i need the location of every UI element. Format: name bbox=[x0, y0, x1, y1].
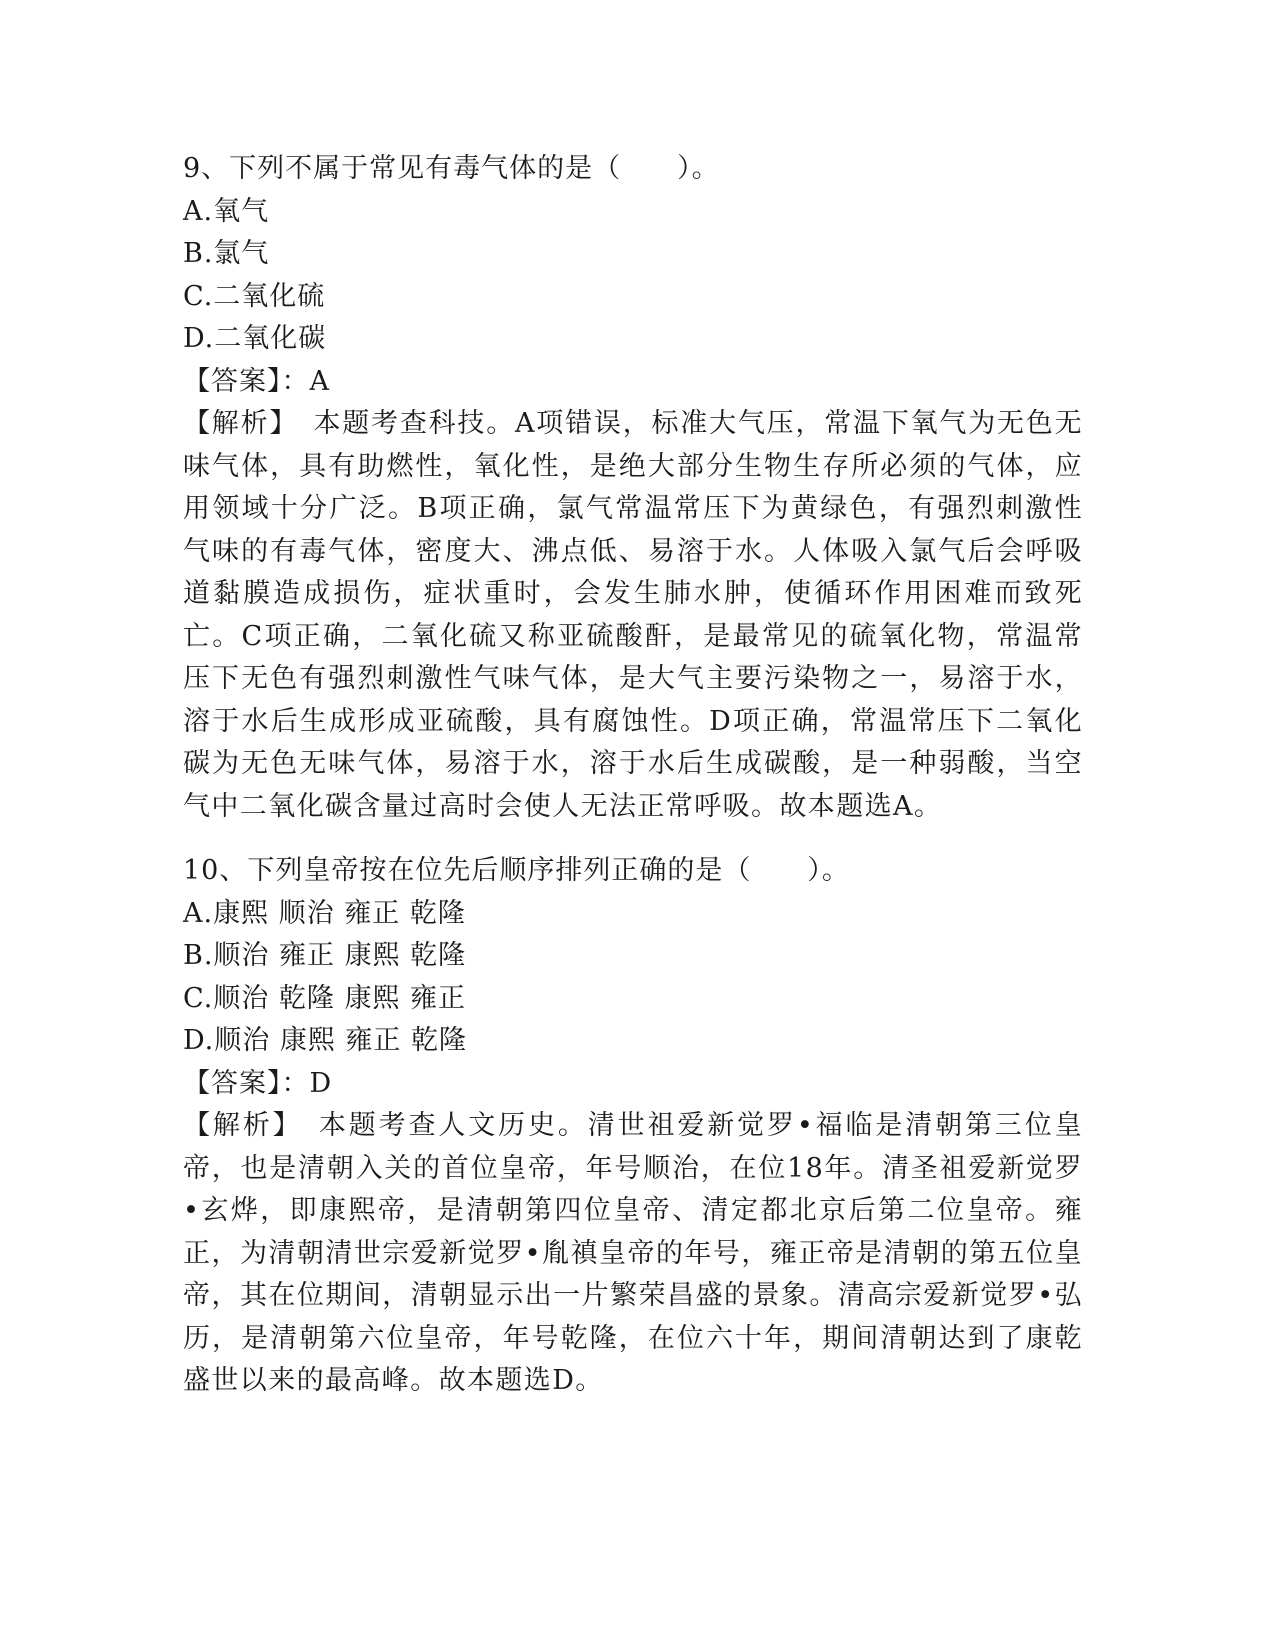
answer-label: 【答案】： bbox=[183, 365, 310, 397]
question-stem: 9、下列不属于常见有毒气体的是（ ）。 bbox=[183, 153, 720, 184]
option-a: A.康熙 顺治 雍正 乾隆 bbox=[183, 897, 466, 929]
analysis-text: 本题考查人文历史。清世祖爱新觉罗•福临是清朝第三位皇帝，也是清朝入关的首位皇帝，年号顺治，在位18年。清圣祖爱新觉罗•玄烨，即康熙帝，是清朝第四位皇帝、清定都北京后第二位皇帝。雍正，为清朝清世宗爱新觉罗•胤禛皇帝的年号，雍正帝是清朝的第五位皇帝，其在位期间，清朝显示出一片繁荣昌盛的景象。清高宗爱新觉罗•弘历，是清朝第六位皇帝，年号乾隆，在位六十年，期间清朝达到了康乾盛世以来的最高峰。故本题选D。 bbox=[183, 1110, 1084, 1396]
answer-line bbox=[183, 1063, 1083, 1106]
answer-label: 【答案】： bbox=[183, 1067, 310, 1099]
option-c: C.顺治 乾隆 康熙 雍正 bbox=[183, 982, 467, 1014]
analysis-label: 【解析】 bbox=[183, 408, 314, 439]
question-10 bbox=[183, 850, 1083, 1403]
option-b: B.顺治 雍正 康熙 乾隆 bbox=[183, 940, 467, 971]
document-page bbox=[183, 148, 1083, 1403]
option-c: C.二氧化硫 bbox=[183, 280, 326, 312]
analysis-paragraph bbox=[183, 1105, 1083, 1403]
option-a: A.氧气 bbox=[183, 195, 270, 227]
option-d: D.二氧化碳 bbox=[183, 323, 327, 354]
question-stem: 10、下列皇帝按在位先后顺序排列正确的是（ ）。 bbox=[183, 855, 850, 886]
analysis-label: 【解析】 bbox=[183, 1110, 319, 1141]
answer-line bbox=[183, 361, 1083, 404]
answer-value: A bbox=[309, 365, 330, 397]
answer-value: D bbox=[309, 1067, 333, 1099]
analysis-text: 本题考查科技。A项错误，标准大气压，常温下氧气为无色无味气体，具有助燃性，氧化性，是绝大部分生物生存所必须的气体，应用领域十分广泛。B项正确，氯气常温常压下为黄绿色，有强烈刺激性气味的有毒气体，密度大、沸点低、易溶于水。人体吸入氯气后会呼吸道黏膜造成损伤，症状重时，会发生肺水肿，使循环作用困难而致死亡。C项正确，二氧化硫又称亚硫酸酐，是最常见的硫氧化物，常温常压下无色有强烈刺激性气味气体，是大气主要污染物之一，易溶于水，溶于水后生成形成亚硫酸，具有腐蚀性。D项正确，常温常压下二氧化碳为无色无味气体，易溶于水，溶于水后生成碳酸，是一种弱酸，当空气中二氧化碳含量过高时会使人无法正常呼吸。故本题选A。 bbox=[183, 408, 1083, 822]
option-b: B.氯气 bbox=[183, 238, 270, 269]
option-d: D.顺治 康熙 雍正 乾隆 bbox=[183, 1025, 468, 1056]
analysis-paragraph bbox=[183, 403, 1083, 828]
question-9 bbox=[183, 148, 1083, 828]
